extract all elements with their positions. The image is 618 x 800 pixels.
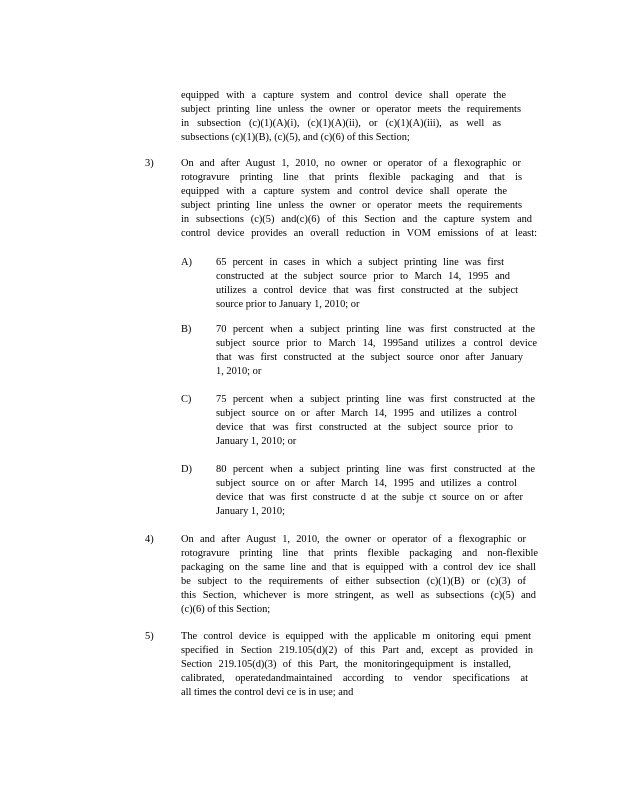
text-line: 80 percent when a subject printing line was first constructed at the	[216, 464, 535, 475]
text-line: constructed at the subject source prior to March 14, 1995 and	[216, 270, 510, 282]
text-line: device that was first constructe d at the subje ct source on or after	[216, 491, 523, 503]
paragraph-label: 4)	[145, 534, 154, 545]
text-line: specified in Section 219.105(d)(2) of this Part and, except as provided in	[181, 644, 533, 656]
text-line: Section 219.105(d)(3) of this Part, the monitoringequipment is installed,	[181, 658, 511, 670]
text-line: in subsection (c)(1)(A)(i), (c)(1)(A)(ii), or (c)(1)(A)(iii), as well as	[181, 117, 501, 129]
text-line: subject printing line unless the owner or operator meets the requirements	[181, 103, 521, 115]
text-line: (c)(6) of this Section;	[181, 603, 271, 615]
paragraph-label: 5)	[145, 631, 154, 642]
text-line: On and after August 1, 2010, the owner or operator of a flexographic or	[181, 534, 526, 545]
text-line: subject source on or after March 14, 1995 and utilizes a control	[216, 407, 517, 419]
text-line: 65 percent in cases in which a subject printing line was first	[216, 257, 504, 268]
text-line: in subsections (c)(5) and(c)(6) of this Section and the capture system and	[181, 213, 532, 225]
paragraph-label: 3)	[145, 158, 154, 169]
text-line: packaging on the same line and that is equipped with a control dev ice shall	[181, 561, 536, 573]
text-line: equipped with a capture system and control device shall operate the	[181, 185, 507, 197]
text-line: rotogravure printing line that prints flexible packaging and that is	[181, 171, 522, 183]
text-line: source prior to January 1, 2010; or	[216, 298, 360, 310]
text-line: subsections (c)(1)(B), (c)(5), and (c)(6) of this Section;	[181, 131, 410, 143]
paragraph-label: C)	[181, 394, 192, 405]
text-line: subject source on or after March 14, 1995 and utilizes a control	[216, 477, 517, 489]
text-line: subject source prior to March 14, 1995and utilizes a control device	[216, 337, 537, 349]
paragraph-label: A)	[181, 257, 192, 268]
text-line: equipped with a capture system and control device shall operate the	[181, 90, 506, 101]
text-line: 70 percent when a subject printing line was first constructed at the	[216, 324, 535, 335]
text-line: The control device is equipped with the applicable m onitoring equi pment	[181, 631, 531, 642]
text-line: January 1, 2010;	[216, 505, 285, 517]
text-line: be subject to the requirements of either subsection (c)(1)(B) or (c)(3) of	[181, 575, 526, 587]
text-line: rotogravure printing line that prints flexible packaging and non-flexible	[181, 547, 538, 559]
text-line: subject printing line unless the owner or operator meets the requirements	[181, 199, 522, 211]
text-line: all times the control devi ce is in use; and	[181, 686, 354, 698]
text-line: device that was first constructed at the subject source prior to	[216, 421, 513, 433]
text-line: control device provides an overall reduction in VOM emissions of at least:	[181, 227, 537, 239]
text-line: 75 percent when a subject printing line was first constructed at the	[216, 394, 535, 405]
text-line: this Section, whichever is more stringent, as well as subsections (c)(5) and	[181, 589, 536, 601]
text-line: On and after August 1, 2010, no owner or operator of a flexographic or	[181, 158, 521, 169]
paragraph-label: D)	[181, 464, 192, 475]
text-line: that was first constructed at the subject source onor after January	[216, 351, 523, 363]
text-line: 1, 2010; or	[216, 365, 262, 377]
text-line: January 1, 2010; or	[216, 435, 297, 447]
text-line: calibrated, operatedandmaintained according to vendor specifications at	[181, 672, 528, 684]
paragraph-label: B)	[181, 324, 192, 335]
text-line: utilizes a control device that was first constructed at the subject	[216, 284, 518, 296]
paragraph-continuation	[181, 89, 521, 145]
